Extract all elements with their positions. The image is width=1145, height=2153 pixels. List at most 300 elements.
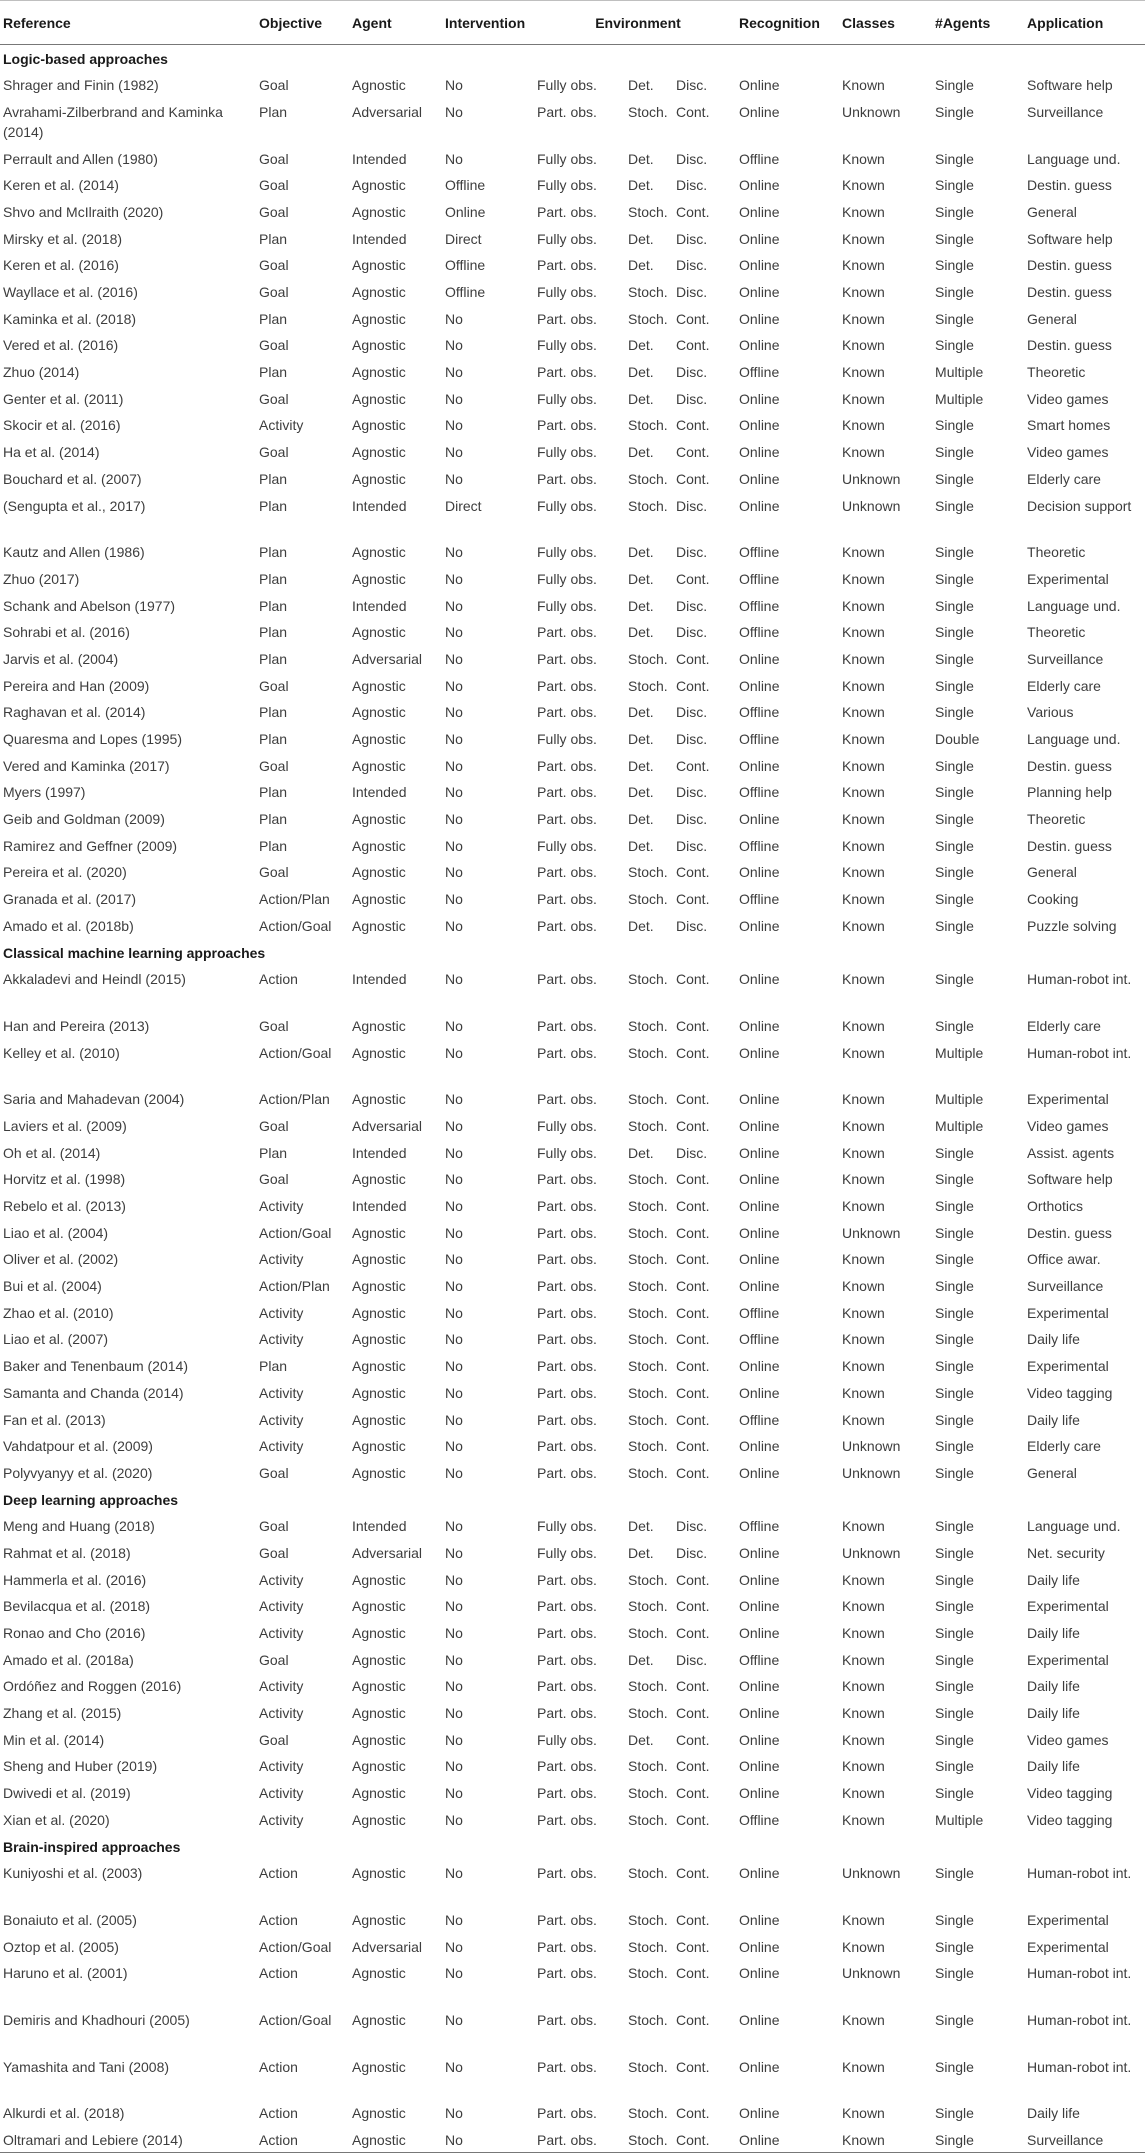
cell-agent: Agnostic <box>352 284 406 300</box>
cell-observability: Part. obs. <box>537 1758 597 1775</box>
cell-observability: Part. obs. <box>537 1304 597 1321</box>
header-reference: Reference <box>0 1 259 45</box>
table-row <box>0 98 1145 145</box>
table-row <box>0 1299 1145 1326</box>
cell-reference: Dwivedi et al. (2019) <box>3 1785 131 1802</box>
cell-agent: Agnostic <box>352 1017 406 1034</box>
cell-objective: Plan <box>259 731 288 747</box>
cell-continuity: Cont. <box>676 1938 710 1955</box>
cell-application: Various <box>1027 704 1074 721</box>
cell-intervention: No <box>445 1171 463 1188</box>
cell-observability: Part. obs. <box>537 203 597 220</box>
cell-reference: Haruno et al. (2001) <box>3 1965 128 1982</box>
cell-objective: Activity <box>259 1811 304 1828</box>
cell-objective: Plan <box>259 103 288 120</box>
cell-objective: Goal <box>259 1518 289 1535</box>
cell-objective: Activity <box>259 1758 304 1775</box>
cell-objective: Goal <box>259 444 289 461</box>
cell-observability: Part. obs. <box>537 2105 597 2122</box>
cell-intervention: No <box>445 784 463 801</box>
table-row <box>0 1619 1145 1646</box>
cell-agent: Intended <box>352 1518 407 1535</box>
cell-agents: Single <box>935 1304 974 1321</box>
cell-classes: Known <box>842 1331 885 1348</box>
table-row <box>0 251 1145 278</box>
cell-objective: Goal <box>259 203 289 220</box>
cell-objective: Goal <box>259 1651 289 1668</box>
cell-application: Smart homes <box>1027 417 1111 434</box>
cell-recognition: Offline <box>739 1411 780 1428</box>
cell-classes: Known <box>842 1198 885 1214</box>
cell-continuity: Disc. <box>676 837 708 854</box>
cell-objective: Action/Goal <box>259 917 332 934</box>
cell-intervention: Offline <box>445 257 486 274</box>
table-row <box>0 1672 1145 1699</box>
section-heading-row <box>0 1486 1145 1513</box>
cell-reference: Jarvis et al. (2004) <box>3 650 119 667</box>
cell-continuity: Disc. <box>676 390 708 407</box>
cell-reference: Demiris and Khadhouri (2005) <box>3 2011 190 2028</box>
cell-classes: Known <box>842 837 885 854</box>
cell-classes: Unknown <box>842 497 901 514</box>
cell-application: Destin. guess <box>1027 284 1112 300</box>
section-heading: Classical machine learning approaches <box>3 944 266 961</box>
table-row <box>0 858 1145 885</box>
cell-classes: Known <box>842 704 885 721</box>
cell-continuity: Cont. <box>676 1705 710 1722</box>
table-row <box>0 1325 1145 1352</box>
cell-observability: Part. obs. <box>537 891 597 908</box>
cell-recognition: Online <box>739 310 780 327</box>
cell-determinism: Det. <box>628 597 654 614</box>
cell-determinism: Det. <box>628 150 654 167</box>
cell-agents: Single <box>935 1438 974 1455</box>
cell-recognition: Online <box>739 1044 780 1061</box>
cell-reference: Vered et al. (2016) <box>3 337 119 354</box>
cell-reference: Zhuo (2014) <box>3 364 80 381</box>
cell-observability: Part. obs. <box>537 1044 597 1061</box>
header-environment: Environment <box>537 1 739 45</box>
cell-intervention: No <box>445 704 463 721</box>
cell-determinism: Stoch. <box>628 1911 668 1928</box>
cell-reference: Meng and Huang (2018) <box>3 1518 155 1535</box>
cell-determinism: Det. <box>628 1544 654 1561</box>
cell-classes: Known <box>842 650 885 667</box>
cell-recognition: Offline <box>739 597 780 614</box>
cell-determinism: Det. <box>628 837 654 854</box>
cell-observability: Fully obs. <box>537 177 597 194</box>
cell-observability: Part. obs. <box>537 1678 597 1695</box>
cell-continuity: Cont. <box>676 337 710 354</box>
cell-agents: Single <box>935 1651 974 1668</box>
cell-continuity: Cont. <box>676 1117 710 1134</box>
cell-classes: Known <box>842 1117 885 1134</box>
cell-reference: Xian et al. (2020) <box>3 1811 110 1828</box>
cell-observability: Fully obs. <box>537 1544 597 1561</box>
cell-recognition: Online <box>739 1278 780 1295</box>
cell-application: General <box>1027 310 1077 327</box>
cell-agents: Single <box>935 2011 974 2028</box>
cell-application: Assist. agents <box>1027 1144 1115 1161</box>
cell-recognition: Online <box>739 1358 780 1375</box>
cell-reference: Skocir et al. (2016) <box>3 417 121 434</box>
cell-agent: Agnostic <box>352 1785 406 1802</box>
cell-application: Video games <box>1027 1731 1109 1748</box>
cell-objective: Activity <box>259 1384 304 1401</box>
cell-application: Human-robot int. <box>1027 2011 1132 2028</box>
header-intervention: Intervention <box>445 1 537 45</box>
cell-intervention: No <box>445 650 463 667</box>
section-heading: Logic-based approaches <box>3 51 168 67</box>
cell-reference: Wayllace et al. (2016) <box>3 284 138 300</box>
table-row <box>0 1539 1145 1566</box>
cell-continuity: Cont. <box>676 1251 710 1268</box>
cell-agent: Intended <box>352 1144 407 1161</box>
cell-continuity: Cont. <box>676 677 710 694</box>
cell-continuity: Cont. <box>676 1384 710 1401</box>
cell-reference: Horvitz et al. (1998) <box>3 1171 126 1188</box>
cell-agents: Multiple <box>935 1811 984 1828</box>
cell-intervention: Offline <box>445 177 486 194</box>
cell-observability: Part. obs. <box>537 650 597 667</box>
table-body <box>0 45 1145 2153</box>
cell-classes: Known <box>842 203 885 220</box>
cell-classes: Known <box>842 971 885 988</box>
cell-determinism: Det. <box>628 917 654 934</box>
cell-agent: Agnostic <box>352 364 406 381</box>
cell-continuity: Cont. <box>676 1785 710 1802</box>
cell-determinism: Stoch. <box>628 203 668 220</box>
cell-continuity: Disc. <box>676 257 708 274</box>
cell-continuity: Disc. <box>676 544 708 561</box>
cell-objective: Plan <box>259 364 288 381</box>
cell-continuity: Cont. <box>676 1017 710 1034</box>
cell-reference: Genter et al. (2011) <box>3 390 124 407</box>
cell-recognition: Online <box>739 1965 780 1982</box>
cell-determinism: Stoch. <box>628 1251 668 1268</box>
cell-intervention: No <box>445 150 463 167</box>
cell-intervention: No <box>445 1117 463 1134</box>
cell-classes: Known <box>842 864 885 881</box>
cell-recognition: Offline <box>739 1518 780 1535</box>
cell-agents: Single <box>935 811 974 828</box>
cell-agent: Agnostic <box>352 177 406 194</box>
cell-determinism: Stoch. <box>628 1278 668 1295</box>
cell-agents: Single <box>935 1938 974 1955</box>
cell-determinism: Stoch. <box>628 1117 668 1134</box>
cell-application: Language und. <box>1027 150 1121 167</box>
cell-agent: Intended <box>352 597 407 614</box>
cell-recognition: Online <box>739 1731 780 1748</box>
cell-classes: Known <box>842 1651 885 1668</box>
cell-application: Theoretic <box>1027 811 1086 828</box>
cell-intervention: No <box>445 1144 463 1161</box>
cell-objective: Plan <box>259 837 288 854</box>
cell-agent: Agnostic <box>352 1571 406 1588</box>
cell-agent: Agnostic <box>352 544 406 561</box>
cell-agents: Single <box>935 1017 974 1034</box>
cell-objective: Goal <box>259 284 289 300</box>
cell-determinism: Stoch. <box>628 1938 668 1955</box>
cell-recognition: Online <box>739 1571 780 1588</box>
cell-reference: Kelley et al. (2010) <box>3 1044 120 1061</box>
cell-agent: Agnostic <box>352 864 406 881</box>
cell-observability: Part. obs. <box>537 2126 628 2153</box>
cell-agents: Single <box>935 497 974 514</box>
cell-continuity: Cont. <box>676 1304 710 1321</box>
cell-recognition: Online <box>739 337 780 354</box>
cell-continuity: Cont. <box>676 1811 710 1828</box>
cell-agents: Single <box>935 677 974 694</box>
cell-intervention: No <box>445 597 463 614</box>
cell-recognition: Online <box>739 1144 780 1161</box>
cell-reference: Quaresma and Lopes (1995) <box>3 731 182 747</box>
table-row <box>0 618 1145 645</box>
cell-continuity: Disc. <box>676 177 708 194</box>
cell-determinism: Stoch. <box>628 417 668 434</box>
cell-intervention: No <box>445 1811 463 1828</box>
cell-application: Theoretic <box>1027 624 1086 641</box>
cell-reference: Sohrabi et al. (2016) <box>3 624 130 641</box>
table-row <box>0 71 1145 98</box>
cell-objective: Goal <box>259 390 289 407</box>
cell-determinism: Stoch. <box>628 1438 668 1455</box>
cell-observability: Part. obs. <box>537 1705 597 1722</box>
cell-agents: Single <box>935 1198 974 1214</box>
cell-agent: Agnostic <box>352 811 406 828</box>
cell-determinism: Det. <box>628 704 654 721</box>
cell-agent: Agnostic <box>352 337 406 354</box>
cell-reference: Min et al. (2014) <box>3 1731 105 1748</box>
cell-agents: Single <box>935 1571 974 1588</box>
cell-agents: Multiple <box>935 364 984 381</box>
cell-intervention: No <box>445 310 463 327</box>
cell-classes: Known <box>842 2105 885 2122</box>
cell-observability: Part. obs. <box>537 1625 597 1641</box>
cell-determinism: Stoch. <box>628 1091 668 1108</box>
cell-objective: Plan <box>259 784 288 801</box>
cell-objective: Activity <box>259 1411 304 1428</box>
cell-recognition: Online <box>739 1598 780 1615</box>
cell-reference: Ronao and Cho (2016) <box>3 1625 146 1641</box>
cell-determinism: Stoch. <box>628 1224 668 1241</box>
cell-classes: Known <box>842 677 885 694</box>
cell-recognition: Online <box>739 497 780 514</box>
cell-intervention: No <box>445 1625 463 1641</box>
section-heading-row <box>0 939 1145 966</box>
cell-continuity: Disc. <box>676 284 708 300</box>
cell-determinism: Det. <box>628 570 654 587</box>
cell-application: Human-robot int. <box>1027 1965 1132 1982</box>
cell-agent: Agnostic <box>352 1911 406 1928</box>
cell-agent: Agnostic <box>352 1731 406 1748</box>
table-row <box>0 1933 1145 1960</box>
cell-continuity: Cont. <box>676 1865 710 1882</box>
cell-observability: Part. obs. <box>537 971 597 988</box>
cell-agents: Single <box>935 1518 974 1535</box>
cell-determinism: Det. <box>628 77 654 94</box>
cell-application: Surveillance <box>1027 103 1104 120</box>
cell-objective: Goal <box>259 150 289 167</box>
cell-continuity: Disc. <box>676 1144 708 1161</box>
cell-intervention: No <box>445 1965 463 1982</box>
cell-determinism: Stoch. <box>628 2105 668 2122</box>
cell-continuity: Cont. <box>676 1758 710 1775</box>
cell-recognition: Offline <box>739 1331 780 1348</box>
cell-objective: Goal <box>259 757 289 774</box>
cell-intervention: No <box>445 1598 463 1615</box>
cell-observability: Part. obs. <box>537 1091 597 1108</box>
table-row <box>0 1959 1145 2006</box>
cell-agents: Single <box>935 230 974 247</box>
cell-recognition: Online <box>739 864 780 881</box>
cell-agents: Single <box>935 470 974 487</box>
cell-determinism: Stoch. <box>628 2126 676 2153</box>
cell-recognition: Online <box>739 1224 780 1241</box>
cell-application: Destin. guess <box>1027 177 1112 194</box>
cell-observability: Part. obs. <box>537 103 597 120</box>
cell-application: Software help <box>1027 1171 1113 1188</box>
cell-application: Software help <box>1027 230 1113 247</box>
cell-recognition: Online <box>739 650 780 667</box>
cell-intervention: No <box>445 1464 463 1481</box>
cell-recognition: Online <box>739 2058 780 2075</box>
cell-classes: Unknown <box>842 1965 901 1982</box>
cell-observability: Fully obs. <box>537 597 597 614</box>
table-row <box>0 1245 1145 1272</box>
cell-application: Daily life <box>1027 1625 1080 1641</box>
cell-determinism: Stoch. <box>628 470 668 487</box>
cell-continuity: Cont. <box>676 864 710 881</box>
cell-determinism: Stoch. <box>628 497 668 514</box>
cell-continuity: Disc. <box>676 230 708 247</box>
cell-reference: Ramirez and Geffner (2009) <box>3 837 178 854</box>
cell-agent: Adversarial <box>352 650 423 667</box>
cell-continuity: Disc. <box>676 597 708 614</box>
table-row <box>0 438 1145 465</box>
cell-continuity: Cont. <box>676 1571 710 1588</box>
cell-agents: Single <box>935 1758 974 1775</box>
table-row <box>0 411 1145 438</box>
cell-agent: Agnostic <box>352 1705 406 1722</box>
cell-application: Video games <box>1027 1117 1109 1134</box>
cell-application: Video tagging <box>1027 1384 1113 1401</box>
header-row <box>0 1 1145 45</box>
cell-recognition: Online <box>739 811 780 828</box>
cell-objective: Goal <box>259 177 289 194</box>
cell-observability: Part. obs. <box>537 864 597 881</box>
cell-observability: Part. obs. <box>537 417 597 434</box>
cell-agent: Agnostic <box>352 257 406 274</box>
cell-observability: Part. obs. <box>537 1785 597 1802</box>
table-row <box>0 752 1145 779</box>
cell-intervention: No <box>445 364 463 381</box>
cell-determinism: Det. <box>628 544 654 561</box>
cell-observability: Part. obs. <box>537 257 597 274</box>
cell-agents: Single <box>935 784 974 801</box>
cell-recognition: Online <box>739 1544 780 1561</box>
cell-agent: Intended <box>352 497 407 514</box>
cell-reference: Ha et al. (2014) <box>3 444 100 461</box>
header-application: Application <box>1027 1 1145 45</box>
cell-reference: Liao et al. (2004) <box>3 1224 109 1241</box>
cell-observability: Fully obs. <box>537 1117 597 1134</box>
cell-intervention: No <box>445 1198 463 1214</box>
cell-objective: Plan <box>259 650 288 667</box>
table-row <box>0 1432 1145 1459</box>
cell-determinism: Stoch. <box>628 1171 668 1188</box>
cell-application: Experimental <box>1027 1598 1109 1615</box>
cell-agents: Single <box>935 1678 974 1695</box>
cell-classes: Unknown <box>842 1865 901 1882</box>
cell-continuity: Cont. <box>676 1044 710 1061</box>
cell-intervention: No <box>445 1705 463 1722</box>
cell-objective: Goal <box>259 1544 289 1561</box>
cell-continuity: Disc. <box>676 704 708 721</box>
cell-agent: Agnostic <box>352 470 406 487</box>
cell-recognition: Online <box>739 1758 780 1775</box>
cell-observability: Part. obs. <box>537 1464 597 1481</box>
cell-recognition: Online <box>739 77 780 94</box>
cell-intervention: No <box>445 1865 463 1882</box>
cell-agent: Intended <box>352 971 407 988</box>
cell-objective: Goal <box>259 1171 289 1188</box>
cell-application: Daily life <box>1027 2105 1080 2122</box>
cell-continuity: Cont. <box>676 470 710 487</box>
cell-reference: Oh et al. (2014) <box>3 1144 101 1161</box>
cell-application: Video games <box>1027 390 1109 407</box>
cell-agents: Single <box>935 704 974 721</box>
cell-classes: Known <box>842 811 885 828</box>
cell-objective: Activity <box>259 1198 304 1214</box>
cell-observability: Fully obs. <box>537 77 597 94</box>
cell-agent: Agnostic <box>352 704 406 721</box>
cell-objective: Goal <box>259 1731 289 1748</box>
cell-reference: Liao et al. (2007) <box>3 1331 109 1348</box>
cell-agent: Agnostic <box>352 1464 406 1481</box>
cell-application: Human-robot int. <box>1027 1044 1132 1061</box>
cell-agent: Agnostic <box>352 2011 406 2028</box>
cell-intervention: No <box>445 470 463 487</box>
cell-agents: Single <box>935 444 974 461</box>
cell-recognition: Online <box>739 757 780 774</box>
cell-agents: Single <box>935 837 974 854</box>
cell-objective: Plan <box>259 597 288 614</box>
cell-agent: Agnostic <box>352 1598 406 1615</box>
cell-determinism: Stoch. <box>628 1044 668 1061</box>
cell-intervention: No <box>445 837 463 854</box>
table-row <box>0 1566 1145 1593</box>
cell-observability: Part. obs. <box>537 1865 597 1882</box>
cell-determinism: Det. <box>628 177 654 194</box>
cell-reference: Pereira and Han (2009) <box>3 677 150 694</box>
cell-observability: Fully obs. <box>537 1731 597 1748</box>
cell-recognition: Offline <box>739 150 780 167</box>
cell-agents: Single <box>935 650 974 667</box>
cell-agent: Agnostic <box>352 1625 406 1641</box>
table-row <box>0 778 1145 805</box>
cell-application: Video tagging <box>1027 1785 1113 1802</box>
cell-determinism: Stoch. <box>628 1464 668 1481</box>
cell-agents: Single <box>935 150 974 167</box>
cell-continuity: Cont. <box>676 757 710 774</box>
cell-agent: Agnostic <box>352 624 406 641</box>
cell-application: General <box>1027 864 1077 881</box>
cell-continuity: Cont. <box>676 103 710 120</box>
table-row <box>0 1779 1145 1806</box>
cell-intervention: No <box>445 1251 463 1268</box>
cell-recognition: Online <box>739 1251 780 1268</box>
